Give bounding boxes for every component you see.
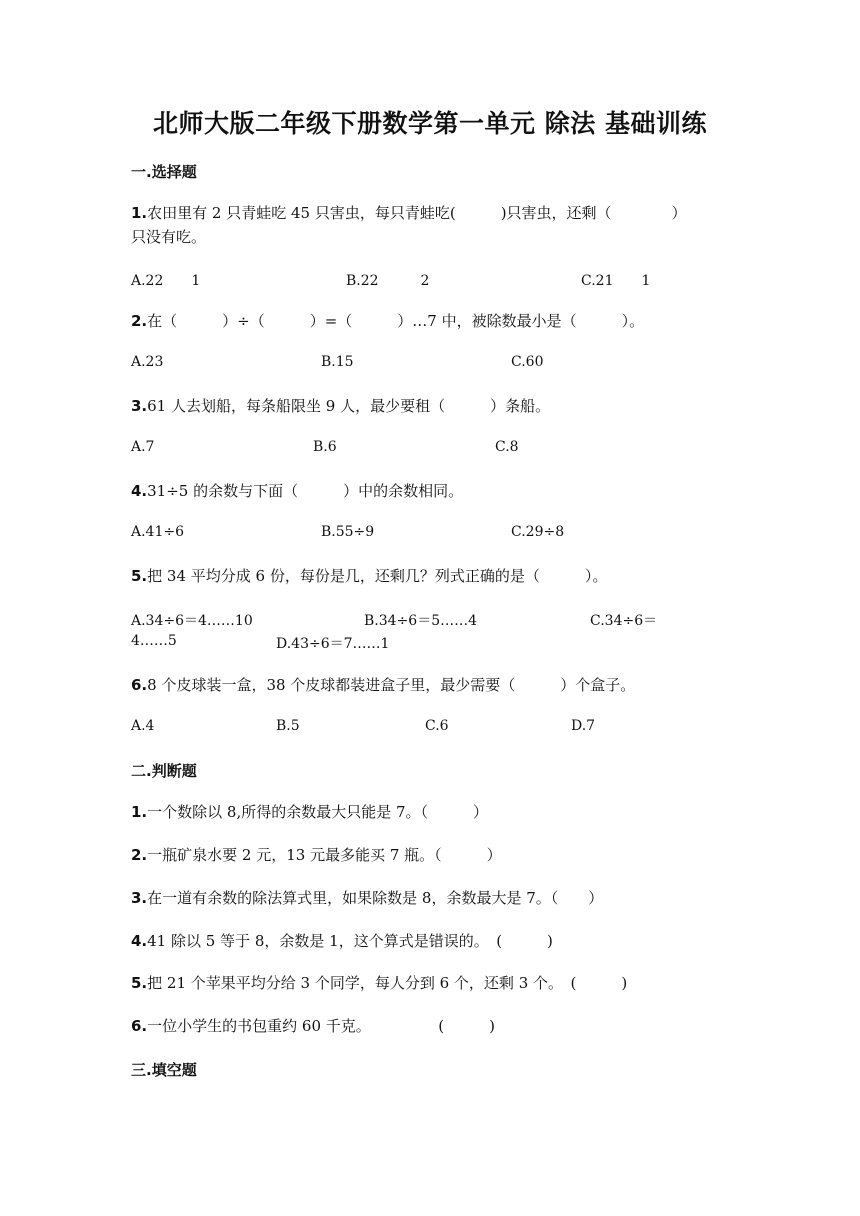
section-heading-choice: 一.选择题 <box>131 163 197 181</box>
choice-question-6 <box>131 673 731 697</box>
question-text: 61 人去划船，每条船限坐 9 人，最少要租（ ）条船。 <box>147 397 551 415</box>
question-text: 一位小学生的书包重约 60 千克。 ( ) <box>147 1017 495 1035</box>
choice-6-option-b: B.5 <box>276 718 300 734</box>
choice-question-3 <box>131 394 731 418</box>
question-text: 一瓶矿泉水要 2 元，13 元最多能买 7 瓶。（ ） <box>147 846 502 864</box>
choice-3-option-b: B.6 <box>313 439 337 455</box>
question-text: 农田里有 2 只青蛙吃 45 只害虫，每只青蛙吃( )只害虫，还剩（ ） <box>147 204 687 222</box>
worksheet-title: 北师大版二年级下册数学第一单元 除法 基础训练 <box>153 109 707 138</box>
question-text-continued: 只没有吃。 <box>131 228 207 246</box>
question-number: 1. <box>131 803 148 821</box>
question-text: 41 除以 5 等于 8，余数是 1，这个算式是错误的。 ( ) <box>147 932 553 950</box>
choice-2-option-a: A.23 <box>131 354 164 370</box>
question-number: 1. <box>131 204 148 222</box>
question-text: 在（ ）÷（ ）=（ ）…7 中，被除数最小是（ ）。 <box>147 312 645 330</box>
choice-5-option-c-continued: 4……5 <box>131 633 177 649</box>
question-number: 6. <box>131 1017 148 1035</box>
choice-6-option-a: A.4 <box>131 718 155 734</box>
choice-2-option-b: B.15 <box>321 354 354 370</box>
judge-question-5 <box>131 971 731 995</box>
question-text: 把 21 个苹果平均分给 3 个同学，每人分到 6 个，还剩 3 个。 ( ) <box>147 974 628 992</box>
question-text: 一个数除以 8,所得的余数最大只能是 7。（ ） <box>147 803 489 821</box>
question-number: 3. <box>131 397 148 415</box>
choice-5-option-a: A.34÷6＝4……10 <box>131 613 253 629</box>
choice-question-5 <box>131 564 731 588</box>
choice-5-option-d: D.43÷6＝7……1 <box>276 636 390 652</box>
choice-5-option-c: C.34÷6＝ <box>590 613 658 629</box>
question-text: 把 34 平均分成 6 份，每份是几，还剩几？列式正确的是（ ）。 <box>147 567 608 585</box>
choice-question-2 <box>131 309 731 333</box>
question-number: 5. <box>131 974 148 992</box>
choice-1-option-c: C.21 1 <box>581 273 651 289</box>
question-number: 6. <box>131 676 148 694</box>
choice-4-option-b: B.55÷9 <box>321 524 375 540</box>
choice-question-1 <box>131 201 731 249</box>
section-heading-judge: 二.判断题 <box>131 762 197 780</box>
question-number: 4. <box>131 482 148 500</box>
choice-2-option-c: C.60 <box>511 354 544 370</box>
question-number: 3. <box>131 889 148 907</box>
judge-question-6 <box>131 1014 731 1038</box>
choice-3-option-a: A.7 <box>131 439 155 455</box>
choice-question-4 <box>131 479 731 503</box>
choice-4-option-c: C.29÷8 <box>511 524 565 540</box>
question-text: 8 个皮球装一盒，38 个皮球都装进盒子里，最少需要（ ）个盒子。 <box>147 676 636 694</box>
choice-6-option-c: C.6 <box>425 718 449 734</box>
choice-5-option-b: B.34÷6＝5……4 <box>364 613 478 629</box>
choice-6-option-d: D.7 <box>571 718 596 734</box>
judge-question-1 <box>131 800 731 824</box>
choice-1-option-b: B.22 2 <box>346 273 430 289</box>
judge-question-4 <box>131 929 731 953</box>
question-number: 5. <box>131 567 148 585</box>
judge-question-2 <box>131 843 731 867</box>
question-text: 在一道有余数的除法算式里，如果除数是 8，余数最大是 7。（ ） <box>147 889 604 907</box>
choice-4-option-a: A.41÷6 <box>131 524 185 540</box>
question-text: 31÷5 的余数与下面（ ）中的余数相同。 <box>147 482 464 500</box>
question-number: 2. <box>131 846 148 864</box>
judge-question-3 <box>131 886 731 910</box>
choice-1-option-a: A.22 1 <box>131 273 201 289</box>
choice-3-option-c: C.8 <box>495 439 519 455</box>
section-heading-fill: 三.填空题 <box>131 1061 197 1079</box>
question-number: 2. <box>131 312 148 330</box>
question-number: 4. <box>131 932 148 950</box>
